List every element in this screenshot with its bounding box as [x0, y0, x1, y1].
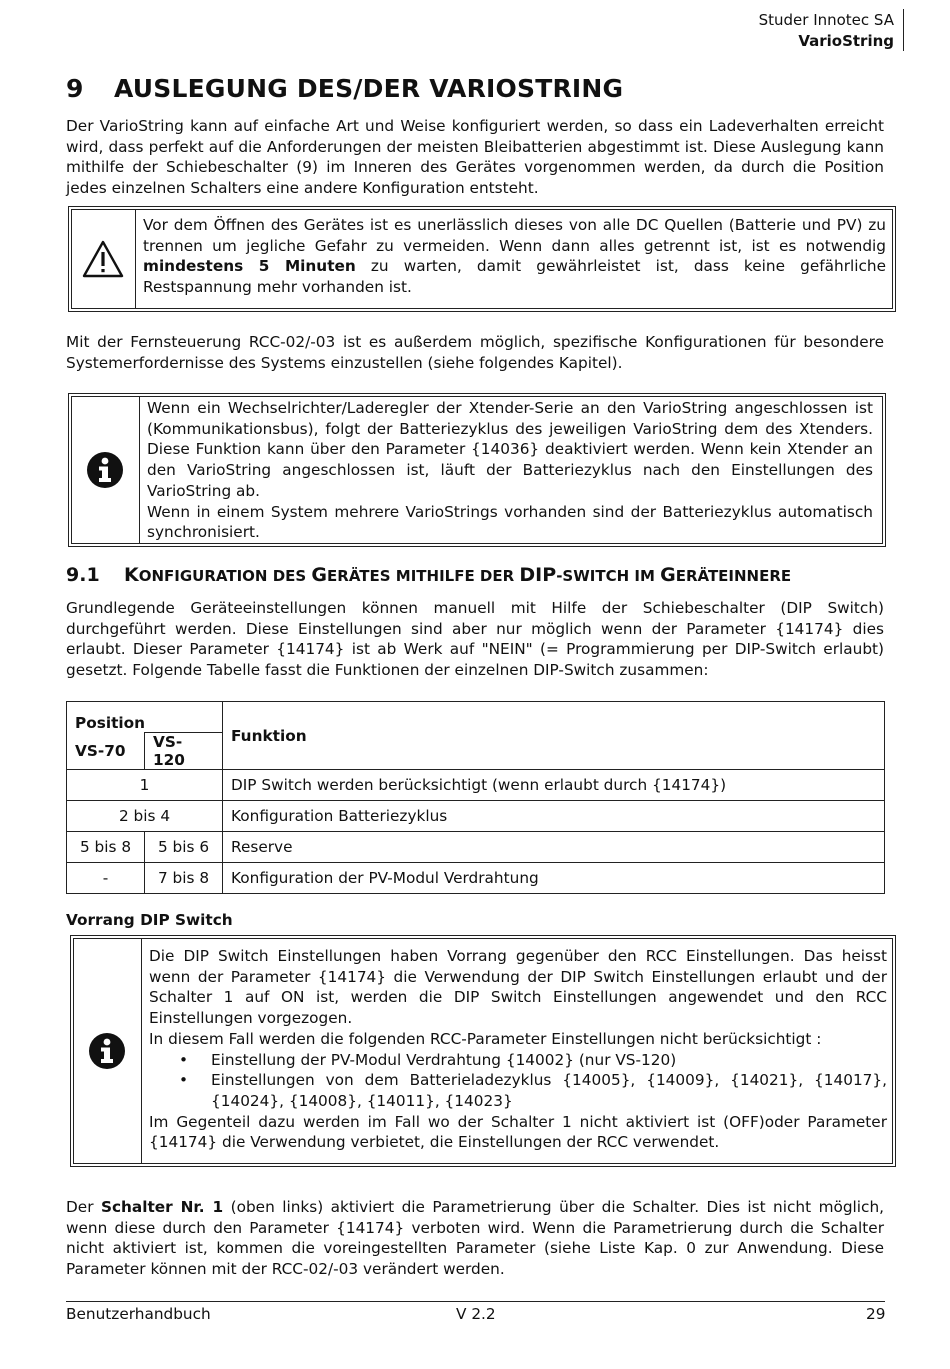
- table-row: 2 bis 4 Konfiguration Batteriezyklus: [67, 801, 885, 832]
- table-header-row: [67, 702, 885, 733]
- schalter-paragraph: Der Schalter Nr. 1 (oben links) aktiviert die Parametrierung über die Schalter. Dies ist nicht möglich, wenn diese durch den Parameter {14174} verboten wird. Wenn die Parametrierung durch die Schalter nicht aktiviert ist, kommen die voreingestellten Parameter (siehe Liste Kap. 0 zur Anwendung. Diese Parameter können mit der RCC-02/-03 verändert werden.: [66, 1198, 885, 1279]
- company-name: Studer Innotec SA: [758, 11, 894, 29]
- chapter-heading: [66, 74, 623, 103]
- warning-triangle-icon: [81, 239, 125, 279]
- chapter-number: 9: [66, 74, 84, 103]
- info-text-xtender: Wenn ein Wechselrichter/Laderegler der Xtender-Serie an den VarioString angeschlossen ist (Kommunikationsbus), folgt der Batteriezyklus des jeweiligen VarioString dem des Xtenders. Diese Funktion kann über den Parameter {14036} deaktiviert werden. Wenn kein Xtender an den VarioString angeschlossen ist, läuft der Batteriezyklus nach den Einstellungen des VarioString ab. Wenn in einem System mehrere VarioStrings vorhanden sind der Batteriezyklus automatisch synchronisiert.: [147, 399, 873, 542]
- warning-text: Vor dem Öffnen des Gerätes ist es unerlässlich dieses von alle DC Quellen (Batterie und PV) zu trennen um jegliche Gefahr zu vermeiden. Wenn dann alles getrennt ist, ist es notwendig mindestens 5 Minuten zu warten, damit gewährleistet ist, dass keine gefährliche Restspannung mehr vorhanden ist.: [143, 216, 886, 297]
- header-vs120: VS-120: [145, 733, 223, 770]
- info-text-vorrang: Die DIP Switch Einstellungen haben Vorrang gegenüber den RCC Einstellungen. Das heisst wenn der Parameter {14174} die Verwendung der DIP Switch Einstellungen erlaubt und der Schalter 1 auf ON ist, werden die DIP Switch Einstellungen angewendet und den RCC Einstellungen vorgezogen. In diesem Fall werden die folgenden RCC-Parameter Einstellungen nicht berücksichtigt : • Einstellung der PV-Modul Verdrahtung {14002} (nur VS-120) • Einstellungen von dem Batterieladezyklus {14005}, {14009}, {14021}, {14017}, {14024}, {14008}, {14011}, {14023} Im Gegenteil dazu werden im Fall wo der Schalter 1 nicht aktiviert ist (OFF)oder Parameter {14174} die Verwendung verbietet, die Einstellungen der RCC verwendet.: [149, 946, 887, 1153]
- table-row: 1 DIP Switch werden berücksichtigt (wenn erlaubt durch {14174}): [67, 770, 885, 801]
- header-divider: [903, 9, 904, 51]
- footer-version: V 2.2: [456, 1305, 496, 1323]
- subheading-vorrang: Vorrang DIP Switch: [66, 911, 233, 929]
- warning-box: [68, 206, 896, 312]
- info-icon-cell: [73, 938, 142, 1164]
- footer-divider: [66, 1301, 885, 1302]
- intro-paragraph: Der VarioString kann auf einfache Art und Weise konfiguriert werden, so dass ein Ladeverhalten erreicht wird, dass perfekt auf die Anforderungen der meisten Bleibatterien abgestimmt ist. Diese Auslegung kann mithilfe der Schiebeschalter (9) im Inneren des Gerätes vorgenommen werden, da durch die Position jedes einzelnen Schalters eine andere Konfiguration entsteht.: [66, 117, 884, 198]
- page-number: 29: [866, 1305, 886, 1323]
- product-name: VarioString: [798, 32, 894, 50]
- page-header: [759, 10, 894, 52]
- table-row: 5 bis 8 5 bis 6 Reserve: [67, 832, 885, 863]
- info-box-vorrang: [70, 935, 896, 1167]
- info-icon-cell: [71, 396, 140, 544]
- section-heading: [66, 564, 791, 586]
- section-title: KONFIGURATION DES GERÄTES MITHILFE DER DIP-SWITCH IM GERÄTEINNERE: [124, 564, 792, 586]
- warning-emphasis: mindestens 5 Minuten: [143, 257, 356, 276]
- header-funktion: Funktion: [223, 702, 885, 770]
- info-icon: [88, 1032, 126, 1070]
- info-box-xtender: [68, 393, 886, 547]
- dip-switch-table: [66, 701, 885, 894]
- table-row: - 7 bis 8 Konfiguration der PV-Modul Verdrahtung: [67, 863, 885, 894]
- schalter-emphasis: Schalter Nr. 1: [100, 1198, 224, 1216]
- warning-icon-cell: [71, 209, 136, 309]
- chapter-title: AUSLEGUNG DES/DER VARIOSTRING: [114, 74, 624, 103]
- parameter-list: [149, 1050, 887, 1112]
- footer-manual-title: Benutzerhandbuch: [66, 1305, 211, 1323]
- header-vs70: VS-70: [67, 733, 145, 770]
- section-number: 9.1: [66, 564, 100, 586]
- dip-intro-paragraph: Grundlegende Geräteeinstellungen können manuell mit Hilfe der Schiebeschalter (DIP Switch) durchgeführt werden. Diese Einstellungen sind aber nur möglich wenn der Parameter {14174} dies erlaubt. Dieser Parameter {14174} ist ab Werk auf "NEIN" (= Programmierung per DIP-Switch erlaubt) gesetzt. Folgende Tabelle fasst die Funktionen der einzelnen DIP-Switch zusammen:: [66, 599, 884, 680]
- info-icon: [86, 451, 124, 489]
- rcc-paragraph: Mit der Fernsteuerung RCC-02/-03 ist es außerdem möglich, spezifische Konfigurationen für besondere Systemerfordernisse des Systems einzustellen (siehe folgendes Kapitel).: [66, 333, 884, 372]
- header-position: Position: [67, 702, 223, 733]
- list-item: • Einstellungen von dem Batterieladezyklus {14005}, {14009}, {14021}, {14017}, {14024}, {14008}, {14011}, {14023}: [149, 1070, 887, 1111]
- list-item: • Einstellung der PV-Modul Verdrahtung {14002} (nur VS-120): [149, 1050, 887, 1071]
